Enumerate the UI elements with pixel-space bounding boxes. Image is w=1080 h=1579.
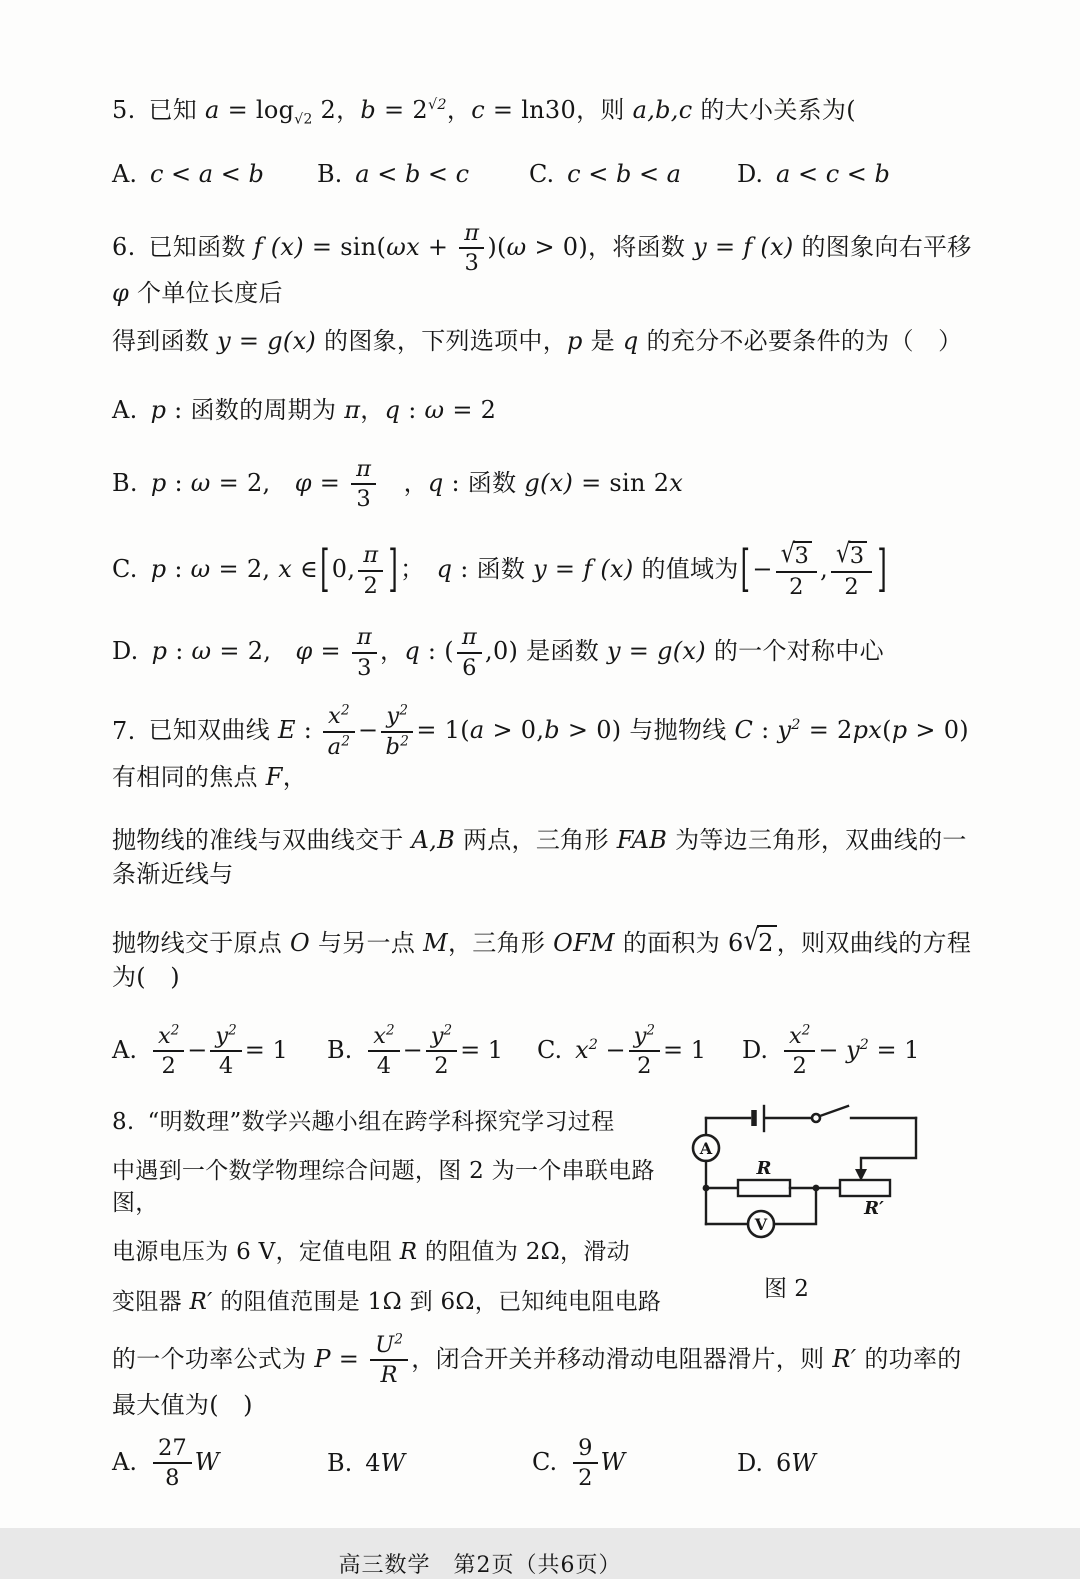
resistor-r — [703, 1158, 840, 1196]
switch-icon — [812, 1106, 916, 1122]
question-6-option-a: A. p : 函数的周期为 π，q : ω = 2 — [112, 396, 497, 425]
question-8-stem-1: 8. “明数理”数学兴趣小组在跨学科探究学习过程 — [112, 1108, 615, 1135]
question-8-stem-3: 电源电压为 6 V，定值电阻 R 的阻值为 2Ω，滑动 — [112, 1239, 630, 1266]
question-6-stem-1: 6. 已知函数 f (x) = sin(ωx + $\frac{\pi}{3}$ )(ω > 0)，将函数 y = f (x) 的图象向右平移 φ 个单位长度后 — [112, 219, 972, 307]
circuit-figure — [678, 1106, 1008, 1318]
option-5-a: A. c < a < b — [112, 159, 264, 188]
slider-arrow-icon — [855, 1118, 916, 1181]
option-8-b: B. 4W — [327, 1449, 406, 1478]
circuit-diagram — [678, 1106, 1008, 1258]
ammeter-label: A — [699, 1138, 713, 1158]
figure-caption: 图 2 — [764, 1275, 809, 1302]
question-8-stem-4: 变阻器 R′ 的阻值范围是 1Ω 到 6Ω，已知纯电阻电路 — [112, 1288, 662, 1315]
rheostat-r-prime-label: R′ — [864, 1197, 884, 1219]
question-5-options — [112, 160, 972, 188]
ammeter-icon — [693, 1118, 719, 1224]
question-7-stem-3: 抛物线交于原点 O 与另一点 M，三角形 OFM 的面积为 6√2 ，则双曲线的方程为( ) — [112, 923, 972, 992]
question-6-option-c: C. p : ω = 2, x ∈[0, $\frac{\pi}{2}$ ]； q : 函数 y = f (x) 的值域为[− $\frac{√3}{2}$ , $\frac{√3}{2}$ ] — [112, 538, 888, 600]
question-8 — [112, 1106, 972, 1318]
option-5-d: D. a < c < b — [737, 159, 890, 188]
voltmeter-label: V — [754, 1214, 768, 1234]
option-7-d: D. $\frac{x^2}{2}$ − $y^2 = 1$ — [742, 1022, 920, 1080]
option-8-d: D. 6W — [737, 1449, 816, 1478]
option-7-a: A. $\frac{x^2}{2}$ − $\frac{y^2}{4}$ = 1 — [112, 1022, 288, 1080]
option-7-c: C. $x^2$ − $\frac{y^2}{2}$ = 1 — [537, 1022, 706, 1080]
question-5-stem: 5. 已知 $a = \log_{√2} 2$，$b = 2^{√2}$，c = ln30，则 a,b,c 的大小关系为( — [112, 96, 856, 128]
option-7-b: B. $\frac{x^2}{4}$ − $\frac{y^2}{2}$ = 1 — [327, 1022, 504, 1080]
rheostat-r-prime — [840, 1180, 890, 1219]
question-6-option-d: D. p : ω = 2, φ = $\frac{\pi}{3}$ ，q : ( $\frac{\pi}{6}$ ,0) 是函数 y = g(x) 的一个对称中心 — [112, 624, 884, 681]
question-6-stem-2: 得到函数 y = g(x) 的图象，下列选项中，p 是 q 的充分不必要条件的为（ ） — [112, 326, 963, 355]
page-footer: 高三数学 第2页（共6页） — [338, 1552, 622, 1578]
question-6-option-b: B. p : ω = 2, φ = $\frac{\pi}{3}$ ，q : 函数 g(x) = sin 2x — [112, 455, 684, 513]
battery-icon — [706, 1106, 811, 1131]
question-7-options — [112, 1023, 972, 1080]
question-8-stem-2: 中遇到一个数学物理综合问题，图 2 为一个串联电路图， — [112, 1158, 655, 1217]
question-7-stem-2: 抛物线的准线与双曲线交于 A,B 两点，三角形 FAB 为等边三角形，双曲线的一条渐近线与 — [112, 826, 967, 888]
question-8-options — [112, 1435, 972, 1492]
question-8-stem-5: 的一个功率公式为 P = $\frac{U^2}{R}$ ，闭合开关并移动滑动电阻器滑片，则 R′ 的功率的最大值为( ) — [112, 1331, 962, 1419]
resistor-r-label: R — [756, 1157, 772, 1179]
option-5-b: B. a < b < c — [317, 159, 470, 188]
option-8-a: A. $\frac{27}{8}$ W — [112, 1434, 220, 1492]
option-5-c: C. c < b < a — [529, 159, 681, 188]
question-7-stem-1: 7. 已知双曲线 E : $\frac{x^2}{a^2}$ − $\frac{y^2}{b^2}$ = 1(a > 0,b > 0) 与抛物线 C : $y^2 = 2px(p > 0)$ 有相同的焦点 F， — [112, 703, 969, 791]
question-8-stem — [112, 1106, 664, 1318]
option-8-c: C. $\frac{9}{2}$ W — [532, 1434, 626, 1492]
